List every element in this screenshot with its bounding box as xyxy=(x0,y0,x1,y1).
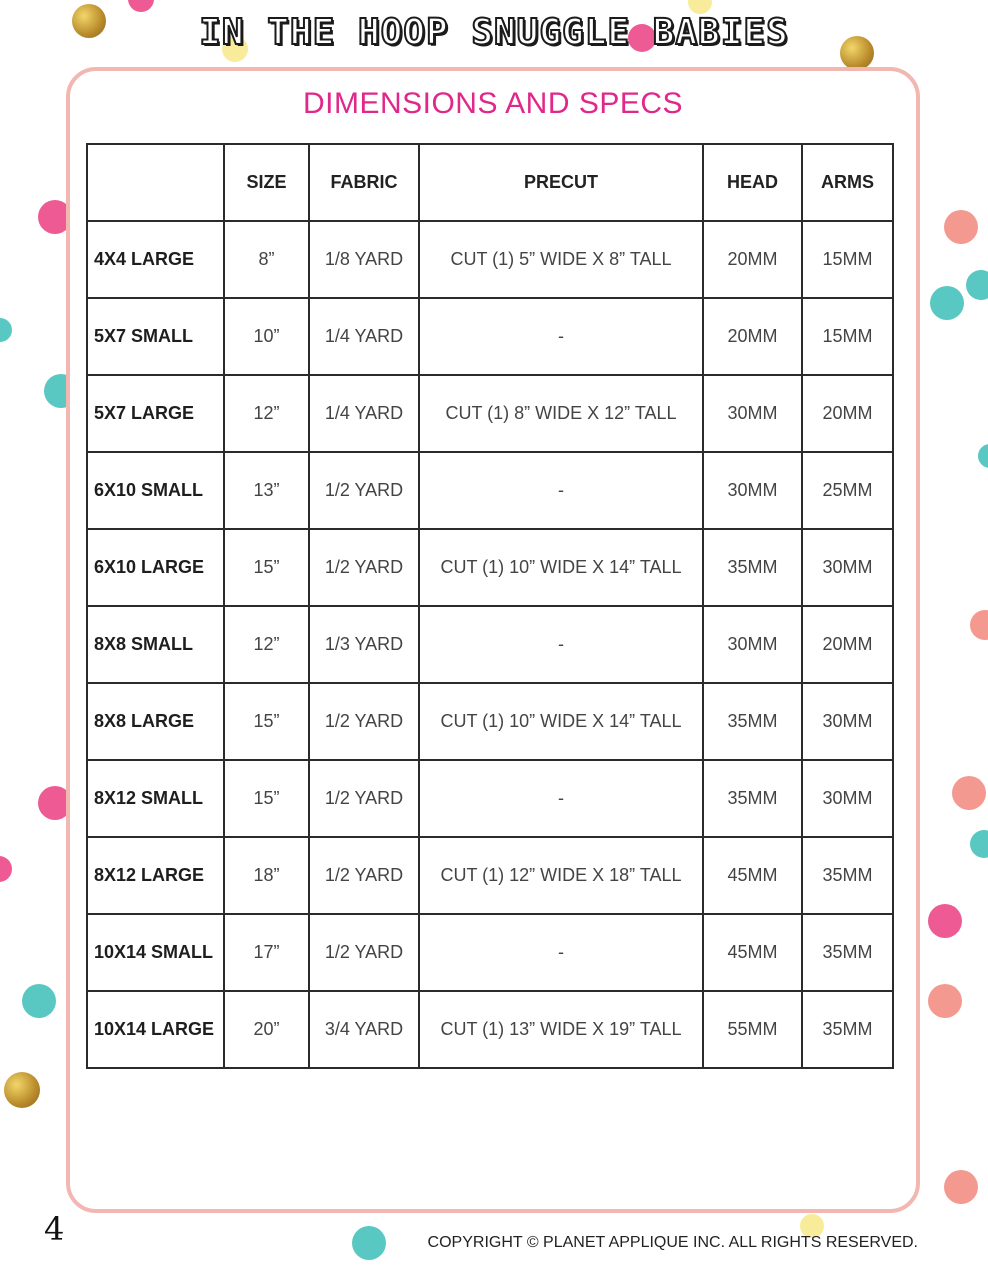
fabric-cell: 3/4 YARD xyxy=(309,991,419,1068)
hoop-size-cell: 6X10 LARGE xyxy=(87,529,224,606)
arms-cell: 30MM xyxy=(802,760,893,837)
table-row xyxy=(87,760,893,837)
fabric-cell: 1/2 YARD xyxy=(309,760,419,837)
confetti-dot xyxy=(352,1226,386,1260)
arms-cell: 15MM xyxy=(802,221,893,298)
arms-cell: 25MM xyxy=(802,452,893,529)
column-header-blank xyxy=(87,144,224,221)
head-cell: 30MM xyxy=(703,375,802,452)
arms-cell: 15MM xyxy=(802,298,893,375)
fabric-cell: 1/2 YARD xyxy=(309,452,419,529)
fabric-cell: 1/2 YARD xyxy=(309,683,419,760)
arms-cell: 30MM xyxy=(802,683,893,760)
column-header-size: SIZE xyxy=(224,144,309,221)
confetti-dot xyxy=(928,904,962,938)
table-row xyxy=(87,375,893,452)
dimensions-specs-table xyxy=(86,143,894,1069)
hoop-size-cell: 8X12 SMALL xyxy=(87,760,224,837)
column-header-fabric: FABRIC xyxy=(309,144,419,221)
head-cell: 35MM xyxy=(703,760,802,837)
confetti-dot xyxy=(944,210,978,244)
confetti-dot xyxy=(128,0,154,12)
hoop-size-cell: 8X8 LARGE xyxy=(87,683,224,760)
confetti-dot xyxy=(970,610,988,640)
size-cell: 18” xyxy=(224,837,309,914)
confetti-dot xyxy=(928,984,962,1018)
fabric-cell: 1/4 YARD xyxy=(309,298,419,375)
document-title: IN THE HOOP SNUGGLE BABIES xyxy=(199,12,789,53)
precut-cell: CUT (1) 8” WIDE X 12” TALL xyxy=(419,375,703,452)
size-cell: 8” xyxy=(224,221,309,298)
fabric-cell: 1/3 YARD xyxy=(309,606,419,683)
arms-cell: 35MM xyxy=(802,837,893,914)
arms-cell: 30MM xyxy=(802,529,893,606)
table-row xyxy=(87,452,893,529)
confetti-dot xyxy=(930,286,964,320)
fabric-cell: 1/8 YARD xyxy=(309,221,419,298)
table-row xyxy=(87,991,893,1068)
head-cell: 20MM xyxy=(703,298,802,375)
table-header-row xyxy=(87,144,893,221)
fabric-cell: 1/2 YARD xyxy=(309,529,419,606)
hoop-size-cell: 8X12 LARGE xyxy=(87,837,224,914)
precut-cell: - xyxy=(419,606,703,683)
head-cell: 35MM xyxy=(703,529,802,606)
hoop-size-cell: 6X10 SMALL xyxy=(87,452,224,529)
precut-cell: CUT (1) 5” WIDE X 8” TALL xyxy=(419,221,703,298)
hoop-size-cell: 8X8 SMALL xyxy=(87,606,224,683)
size-cell: 12” xyxy=(224,606,309,683)
hoop-size-cell: 10X14 SMALL xyxy=(87,914,224,991)
hoop-size-cell: 5X7 LARGE xyxy=(87,375,224,452)
size-cell: 15” xyxy=(224,529,309,606)
hoop-size-cell: 4X4 LARGE xyxy=(87,221,224,298)
size-cell: 20” xyxy=(224,991,309,1068)
arms-cell: 35MM xyxy=(802,991,893,1068)
table-row xyxy=(87,606,893,683)
size-cell: 15” xyxy=(224,760,309,837)
precut-cell: - xyxy=(419,914,703,991)
fabric-cell: 1/2 YARD xyxy=(309,837,419,914)
confetti-dot xyxy=(944,1170,978,1204)
hoop-size-cell: 10X14 LARGE xyxy=(87,991,224,1068)
fabric-cell: 1/2 YARD xyxy=(309,914,419,991)
precut-cell: - xyxy=(419,760,703,837)
precut-cell: CUT (1) 13” WIDE X 19” TALL xyxy=(419,991,703,1068)
precut-cell: CUT (1) 12” WIDE X 18” TALL xyxy=(419,837,703,914)
column-header-arms: ARMS xyxy=(802,144,893,221)
confetti-dot xyxy=(966,270,988,300)
size-cell: 17” xyxy=(224,914,309,991)
arms-cell: 20MM xyxy=(802,606,893,683)
head-cell: 45MM xyxy=(703,914,802,991)
precut-cell: CUT (1) 10” WIDE X 14” TALL xyxy=(419,683,703,760)
confetti-dot xyxy=(0,856,12,882)
table-row xyxy=(87,221,893,298)
table-row xyxy=(87,683,893,760)
precut-cell: - xyxy=(419,452,703,529)
head-cell: 30MM xyxy=(703,452,802,529)
head-cell: 35MM xyxy=(703,683,802,760)
head-cell: 45MM xyxy=(703,837,802,914)
page-number: 4 xyxy=(44,1210,65,1248)
precut-cell: - xyxy=(419,298,703,375)
arms-cell: 35MM xyxy=(802,914,893,991)
arms-cell: 20MM xyxy=(802,375,893,452)
confetti-dot xyxy=(970,830,988,858)
confetti-dot xyxy=(22,984,56,1018)
confetti-dot xyxy=(952,776,986,810)
confetti-dot xyxy=(978,444,988,468)
head-cell: 20MM xyxy=(703,221,802,298)
fabric-cell: 1/4 YARD xyxy=(309,375,419,452)
confetti-dot xyxy=(0,318,12,342)
size-cell: 13” xyxy=(224,452,309,529)
section-heading: DIMENSIONS AND SPECS xyxy=(302,87,684,120)
confetti-dot xyxy=(4,1072,40,1108)
hoop-size-cell: 5X7 SMALL xyxy=(87,298,224,375)
size-cell: 12” xyxy=(224,375,309,452)
table-row xyxy=(87,837,893,914)
table-row xyxy=(87,914,893,991)
head-cell: 30MM xyxy=(703,606,802,683)
specs-panel xyxy=(66,67,920,1213)
precut-cell: CUT (1) 10” WIDE X 14” TALL xyxy=(419,529,703,606)
size-cell: 15” xyxy=(224,683,309,760)
table-row xyxy=(87,529,893,606)
copyright-notice: COPYRIGHT © PLANET APPLIQUE INC. ALL RIGHTS RESERVED. xyxy=(427,1234,918,1251)
column-header-precut: PRECUT xyxy=(419,144,703,221)
head-cell: 55MM xyxy=(703,991,802,1068)
size-cell: 10” xyxy=(224,298,309,375)
column-header-head: HEAD xyxy=(703,144,802,221)
table-row xyxy=(87,298,893,375)
